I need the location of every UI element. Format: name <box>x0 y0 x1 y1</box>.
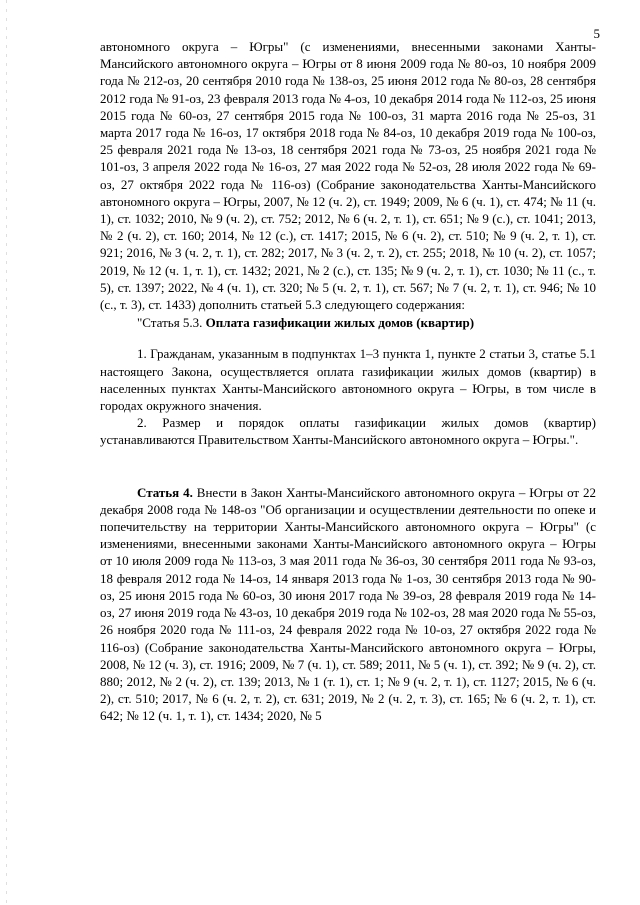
spacer <box>100 449 596 484</box>
article-5-3-prefix: "Статья 5.3. <box>137 315 206 331</box>
article-5-3-title: Оплата газификации жилых домов (квартир) <box>205 315 475 331</box>
article-5-3-heading <box>100 314 596 331</box>
article-4-text: Внести в Закон Ханты-Мансийского автономного округа – Югры от 22 декабря 2008 года № 148-оз "Об организации и осуществлении деятельности по опеке и попечительству на территории Ханты-Мансийского автономного округа – Югры" (с изменениями, внесенными законами Ханты-Мансийского автономного округа – Югры от 10 июля 2009 года № 113-оз, 3 мая 2011 года № 36-оз, 30 сентября 2011 года № 93-оз, 18 февраля 2012 года № 14-оз, 14 января 2013 года № 1-оз, 30 сентября 2013 года № 90-оз, 25 июня 2015 года № 60-оз, 30 июня 2017 года № 39-оз, 28 февраля 2019 года № 14-оз, 27 июня 2019 года № 43-оз, 10 декабря 2019 года № 102-оз, 28 мая 2020 года № 55-оз, 26 ноября 2020 года № 111-оз, 24 февраля 2022 года № 10-оз, 27 октября 2022 года № 116-оз) (Собрание законодательства Ханты-Мансийского автономного округа – Югры, 2008, № 12 (ч. 3), ст. 1916; 2009, № 7 (ч. 1), ст. 589; 2011, № 5 (ч. 1), ст. 392; № 9 (ч. 2), ст. 880; 2012, № 2 (ч. 2), ст. 139; 2013, № 1 (т. 1), ст. 1; № 9 (ч. 2, т. 1), ст. 1127; 2015, № 6 (ч. 2), ст. 510; 2017, № 6 (ч. 2, т. 2), ст. 631; 2019, № 2 (ч. 2, т. 3), ст. 165; № 6 (ч. 2, т. 1), ст. 642; № 12 (ч. 1, т. 1), ст. 1434; 2020, № 5 <box>100 484 597 724</box>
article-5-3-item-1: 1. Гражданам, указанным в подпунктах 1–3 пункта 1, пункте 2 статьи 3, статье 5.1 настоящего Закона, осуществляется оплата газификации жилых домов (квартир) в населенных пунктах Ханты-Мансийского автономного округа – Югры, в том числе в городах окружного значения. <box>100 346 596 414</box>
paragraph-continuation: автономного округа – Югры" (с изменениями, внесенными законами Ханты-Мансийского автономного округа – Югры от 8 июня 2009 года № 80-оз, 10 ноября 2009 года № 212-оз, 20 сентября 2010 года № 138-оз, 25 июня 2012 года № 80-оз, 28 сентября 2012 года № 91-оз, 23 февраля 2013 года № 4-оз, 10 декабря 2014 года № 112-оз, 25 июня 2015 года № 60-оз, 27 сентября 2015 года № 100-оз, 31 марта 2016 года № 25-оз, 31 марта 2017 года № 16-оз, 17 октября 2018 года № 84-оз, 10 декабря 2019 года № 100-оз, 25 февраля 2021 года № 13-оз, 18 сентября 2021 года № 73-оз, 25 ноября 2021 года № 101-оз, 3 апреля 2022 года № 16-оз, 27 мая 2022 года № 52-оз, 28 июля 2022 года № 69-оз, 27 октября 2022 года № 116-оз) (Собрание законодательства Ханты-Мансийского автономного округа – Югры, 2007, № 12 (ч. 2), ст. 1949; 2009, № 6 (ч. 1), ст. 474; № 11 (ч. 1), ст. 1032; 2010, № 9 (ч. 2), ст. 752; 2012, № 6 (ч. 2, т. 1), ст. 651; № 9 (с.), ст. 1041; 2013, № 2 (ч. 2), ст. 160; 2014, № 12 (с.), ст. 1417; 2015, № 6 (ч. 2), ст. 510; № 9 (ч. 2, т. 1), ст. 921; 2016, № 3 (ч. 2, т. 1), ст. 282; 2017, № 3 (ч. 2, т. 2), ст. 255; 2018, № 10 (ч. 2), ст. 1057; 2019, № 12 (ч. 1, т. 1), ст. 1432; 2021, № 2 (с.), ст. 135; № 9 (ч. 2, т. 1), ст. 1030; № 11 (с., т. 5), ст. 1397; 2022, № 4 (ч. 1), ст. 320; № 5 (ч. 2, т. 1), ст. 567; № 7 (ч. 2, т. 1), ст. 946; № 10 (с., т. 3), ст. 1433) дополнить статьей 5.3 следующего содержания: <box>100 39 596 313</box>
spacer <box>100 331 596 345</box>
article-4-label: Статья 4. <box>137 484 193 500</box>
article-4-paragraph <box>100 484 596 725</box>
article-5-3-item-2: 2. Размер и порядок оплаты газификации жилых домов (квартир) устанавливаются Правительством Ханты-Мансийского автономного округа – Югры.". <box>100 415 596 448</box>
document-body <box>100 38 596 725</box>
page-number: 5 <box>593 26 600 41</box>
scan-margin-line <box>6 0 7 905</box>
